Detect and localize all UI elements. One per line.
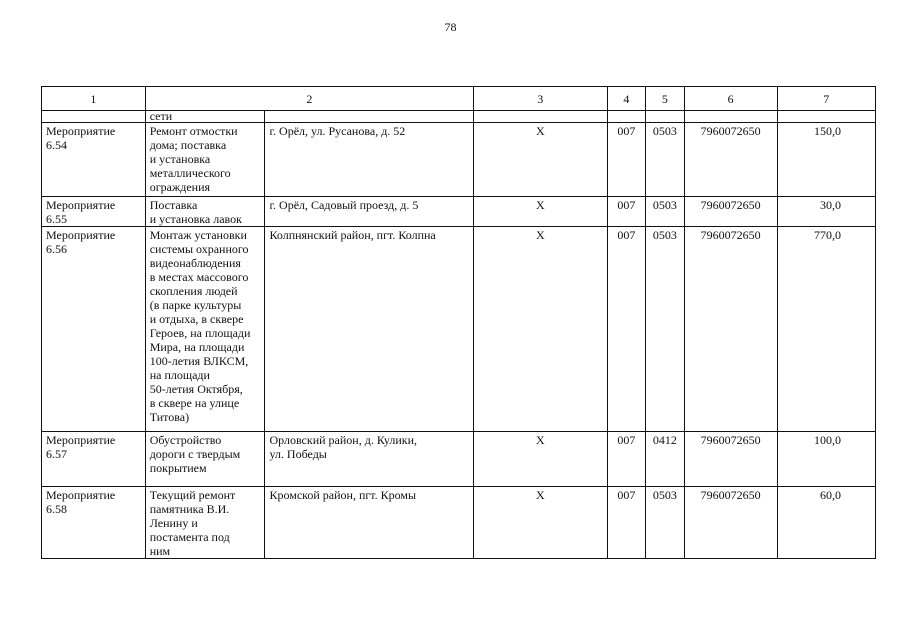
- table-row: [42, 123, 876, 197]
- row-mark: Х: [473, 197, 607, 227]
- row-amount: 100,0: [777, 432, 875, 487]
- continuation-row: [42, 111, 876, 123]
- row-amount: 150,0: [777, 123, 875, 197]
- table-row: [42, 432, 876, 487]
- row-code3: 7960072650: [684, 487, 777, 559]
- continuation-name: сети: [145, 111, 265, 123]
- row-name: Текущий ремонт памятника В.И. Ленину и постамента под ним: [145, 487, 265, 559]
- header-col-2: 2: [145, 87, 473, 111]
- row-code1: 007: [607, 123, 645, 197]
- row-location: Орловский район, д. Кулики, ул. Победы: [265, 432, 474, 487]
- table-row: [42, 227, 876, 432]
- row-id: Мероприятие 6.58: [42, 487, 146, 559]
- row-code3: 7960072650: [684, 123, 777, 197]
- header-col-6: 6: [684, 87, 777, 111]
- row-code3: 7960072650: [684, 432, 777, 487]
- row-mark: Х: [473, 432, 607, 487]
- row-amount: 60,0: [777, 487, 875, 559]
- header-col-1: 1: [42, 87, 146, 111]
- row-code1: 007: [607, 487, 645, 559]
- row-id: Мероприятие 6.55: [42, 197, 146, 227]
- row-mark: Х: [473, 123, 607, 197]
- row-amount: 770,0: [777, 227, 875, 432]
- row-code1: 007: [607, 197, 645, 227]
- row-name: Поставка и установка лавок: [145, 197, 265, 227]
- header-col-3: 3: [473, 87, 607, 111]
- measures-table: [41, 86, 876, 559]
- header-col-5: 5: [646, 87, 684, 111]
- row-id: Мероприятие 6.57: [42, 432, 146, 487]
- row-code1: 007: [607, 227, 645, 432]
- row-id: Мероприятие 6.54: [42, 123, 146, 197]
- row-name: Обустройство дороги с твердым покрытием: [145, 432, 265, 487]
- table-row: [42, 487, 876, 559]
- row-name: Монтаж установки системы охранного видеонаблюдения в местах массового скопления людей (в парке культуры и отдыха, в сквере Героев, на площади Мира, на площади 100-летия ВЛКСМ, на площади 50-летия Октября, в сквере на улице Титова): [145, 227, 265, 432]
- row-code3: 7960072650: [684, 197, 777, 227]
- table-header-row: [42, 87, 876, 111]
- header-col-4: 4: [607, 87, 645, 111]
- row-code2: 0503: [646, 487, 684, 559]
- row-location: Кромской район, пгт. Кромы: [265, 487, 474, 559]
- row-code2: 0503: [646, 197, 684, 227]
- row-location: г. Орёл, ул. Русанова, д. 52: [265, 123, 474, 197]
- header-col-7: 7: [777, 87, 875, 111]
- row-amount: 30,0: [777, 197, 875, 227]
- row-location: г. Орёл, Садовый проезд, д. 5: [265, 197, 474, 227]
- row-code2: 0503: [646, 123, 684, 197]
- row-mark: Х: [473, 487, 607, 559]
- row-location: Колпнянский район, пгт. Колпна: [265, 227, 474, 432]
- row-mark: Х: [473, 227, 607, 432]
- page-number: 78: [444, 20, 457, 34]
- row-code2: 0412: [646, 432, 684, 487]
- row-id: Мероприятие 6.56: [42, 227, 146, 432]
- row-code3: 7960072650: [684, 227, 777, 432]
- row-name: Ремонт отмостки дома; поставка и установка металлического ограждения: [145, 123, 265, 197]
- table-row: [42, 197, 876, 227]
- row-code2: 0503: [646, 227, 684, 432]
- row-code1: 007: [607, 432, 645, 487]
